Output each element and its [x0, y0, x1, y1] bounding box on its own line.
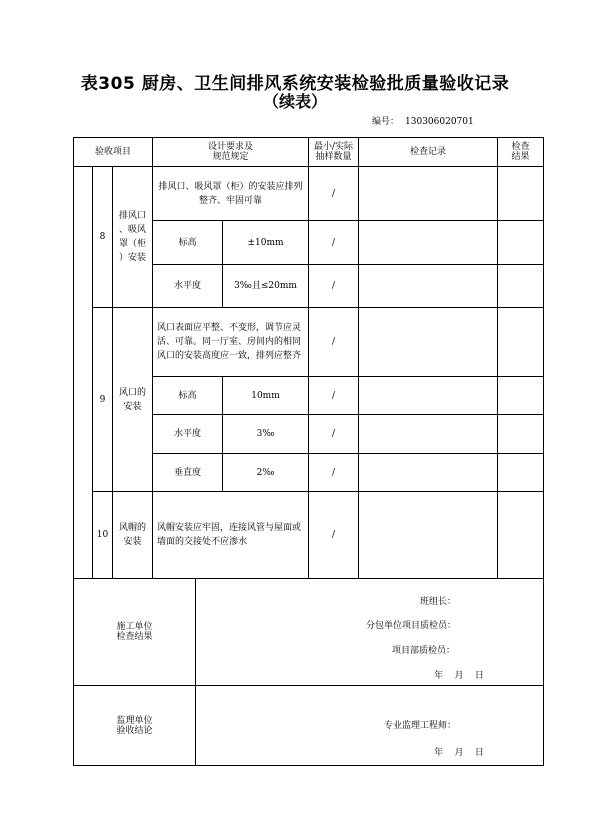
row-9-requirement: 风口表面应平整、不变形，调节应灵 活、可靠。同一厅室、房间内的相同 风口的安装高度应一致，排列应整齐: [157, 323, 302, 361]
row-8-qty-2: /: [331, 237, 336, 248]
row-9-name: 风口的 安装: [118, 387, 146, 412]
row-9-vertical-label: 垂直度: [173, 467, 201, 478]
row-10-number: 10: [96, 530, 109, 540]
row-8-level-value: 3‰且≤20mm: [234, 281, 297, 291]
row-9-qty-4: /: [331, 467, 336, 478]
row-8-elevation-label: 标高: [178, 237, 197, 248]
row-8-name: 排风口 、吸风 罩（柜 ）安装: [118, 211, 146, 263]
row-9-vertical-value: 2‰: [256, 467, 275, 478]
construction-label: 施工单位 检查结果: [116, 622, 153, 642]
header-sample-qty: 最小/实际 抽样数量: [313, 142, 354, 162]
row-8-qty-3: /: [331, 281, 336, 291]
sub-inspector-label: 分包单位项目质检员：: [366, 621, 457, 631]
row-9-level-value: 3‰: [256, 429, 275, 439]
document-subtitle: （续表）: [262, 92, 327, 111]
row-10-qty-1: /: [331, 530, 336, 540]
row-9-qty-1: /: [331, 337, 336, 347]
row-8-number: 8: [99, 232, 106, 242]
row-9-qty-3: /: [331, 429, 336, 439]
row-9-elevation-label: 标高: [178, 390, 197, 401]
row-10-requirement: 风帽安装应牢固，连接风管与屋面或 墙面的交接处不应渗水: [157, 523, 302, 547]
row-9-qty-2: /: [331, 390, 336, 401]
row-9-number: 9: [99, 394, 106, 405]
team-leader-label: 班组长：: [420, 597, 457, 607]
row-9-elevation-value: 10mm: [251, 390, 280, 401]
row-8-level-label: 水平度: [173, 281, 201, 291]
row-9-level-label: 水平度: [173, 429, 201, 439]
row-10-name: 风帽的 安装: [118, 523, 146, 547]
row-8-qty-1: /: [331, 188, 336, 199]
code-value: 130306020701: [405, 117, 474, 127]
header-record: 检查记录: [409, 147, 446, 157]
engineer-label: 专业监理工程师：: [384, 721, 457, 731]
code-label: 编号：: [372, 117, 400, 127]
row-8-elevation-value: ±10mm: [247, 237, 284, 248]
dept-inspector-label: 项目部质检员：: [392, 646, 456, 656]
row-8-requirement: 排风口、吸风罩（柜）的安装应排列 整齐、牢固可靠: [158, 181, 303, 206]
document-title: 表305 厨房、卫生间排风系统安装检验批质量验收记录: [80, 74, 510, 94]
header-item: 验收项目: [94, 147, 131, 157]
header-result: 检查 结果: [511, 142, 530, 162]
construction-date: 年 月 日: [434, 671, 484, 681]
supervision-label: 监理单位 验收结论: [116, 715, 153, 736]
header-requirement: 设计要求及 规范规定: [207, 142, 253, 162]
supervision-date: 年 月 日: [434, 748, 484, 758]
